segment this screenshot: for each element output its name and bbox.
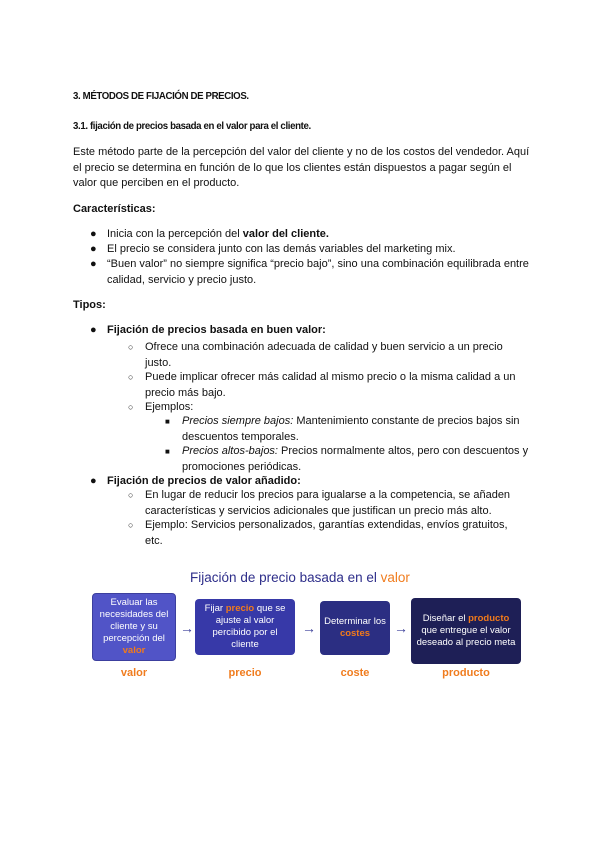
square-bullet-icon: ■ bbox=[165, 447, 170, 456]
step-highlight: costes bbox=[339, 628, 371, 639]
intro-paragraph: Este método parte de la percepción del valor del cliente y no de los costos del vendedor. Aquí el precio se determina en función de lo que los clientes están dispuestos a pagar según el valor que perciben en el producto. bbox=[73, 146, 530, 189]
arrow-right-icon: → bbox=[180, 620, 194, 636]
step-text: que se ajuste al valor percibido por el cliente bbox=[212, 603, 286, 650]
circle-bullet-icon: ○ bbox=[128, 372, 134, 382]
bullet-icon: ● bbox=[90, 243, 97, 255]
circle-bullet-icon: ○ bbox=[128, 342, 134, 352]
square-bullet-icon: ■ bbox=[165, 417, 170, 426]
arrow-right-icon: → bbox=[394, 620, 408, 636]
example-italic: Precios siempre bajos: bbox=[182, 415, 294, 427]
item-text: En lugar de reducir los precios para igualarse a la competencia, se añaden características y servicios adicionales que justifican un precio más alto. bbox=[145, 489, 511, 517]
step-box-coste bbox=[320, 601, 390, 655]
tipos-label: Tipos: bbox=[73, 299, 106, 311]
item-text: El precio se considera junto con las demás variables del marketing mix. bbox=[107, 243, 456, 255]
diagram-title-highlight: valor bbox=[380, 570, 410, 585]
step-box-producto bbox=[411, 598, 521, 664]
bullet-icon: ● bbox=[90, 475, 97, 487]
step-label: coste bbox=[340, 667, 370, 679]
step-highlight: precio bbox=[225, 603, 255, 614]
bullet-icon: ● bbox=[90, 228, 97, 240]
step-highlight: producto bbox=[468, 613, 510, 624]
step-box-precio bbox=[195, 599, 295, 655]
item-text: Ofrece una combinación adecuada de calidad y buen servicio a un precio justo. bbox=[145, 341, 503, 369]
bullet-icon: ● bbox=[90, 324, 97, 336]
step-text: Evaluar las necesidades del cliente y su percepción del bbox=[99, 597, 169, 644]
step-box-valor bbox=[92, 593, 176, 661]
bullet-icon: ● bbox=[90, 258, 97, 270]
item-text: Ejemplos: bbox=[145, 401, 194, 413]
step-text: Fijar bbox=[204, 603, 226, 614]
tipo1-title: Fijación de precios basada en buen valor: bbox=[107, 324, 326, 336]
step-label: valor bbox=[120, 667, 148, 679]
step-label: precio bbox=[228, 667, 262, 679]
step-text: Diseñar el bbox=[422, 613, 469, 624]
arrow-right-icon: → bbox=[302, 620, 316, 636]
circle-bullet-icon: ○ bbox=[128, 490, 134, 500]
item-text: Ejemplo: Servicios personalizados, garantías extendidas, envíos gratuitos, etc. bbox=[145, 519, 508, 547]
step-text: que entregue el valor deseado al precio meta bbox=[416, 625, 516, 648]
section-heading: 3. MÉTODOS DE FIJACIÓN DE PRECIOS. bbox=[73, 90, 249, 102]
example-text: Mantenimiento constante de precios bajos sin descuentos temporales. bbox=[182, 415, 520, 443]
item-text: “Buen valor” no siempre significa “precio bajo”, sino una combinación equilibrada entre calidad, servicio y precio justo. bbox=[107, 258, 529, 286]
step-text: Determinar los bbox=[324, 616, 386, 627]
circle-bullet-icon: ○ bbox=[128, 402, 134, 412]
item-text: Inicia con la percepción del bbox=[107, 228, 243, 240]
example-italic: Precios altos-bajos: bbox=[182, 445, 278, 457]
step-highlight: valor bbox=[122, 645, 146, 656]
item-bold: valor del cliente. bbox=[242, 228, 329, 240]
item-text: Puede implicar ofrecer más calidad al mismo precio o la misma calidad a un precio más bajo. bbox=[145, 371, 516, 399]
subsection-heading: 3.1. fijación de precios basada en el valor para el cliente. bbox=[73, 120, 311, 132]
tipo2-title: Fijación de precios de valor añadido: bbox=[107, 475, 301, 487]
diagram-title bbox=[0, 570, 600, 585]
step-label: producto bbox=[442, 667, 490, 679]
diagram-title-text: Fijación de precio basada en el bbox=[190, 570, 381, 585]
circle-bullet-icon: ○ bbox=[128, 520, 134, 530]
caracteristicas-label: Características: bbox=[73, 203, 156, 215]
example-text: Precios normalmente altos, pero con descuentos y promociones periódicas. bbox=[182, 445, 529, 473]
